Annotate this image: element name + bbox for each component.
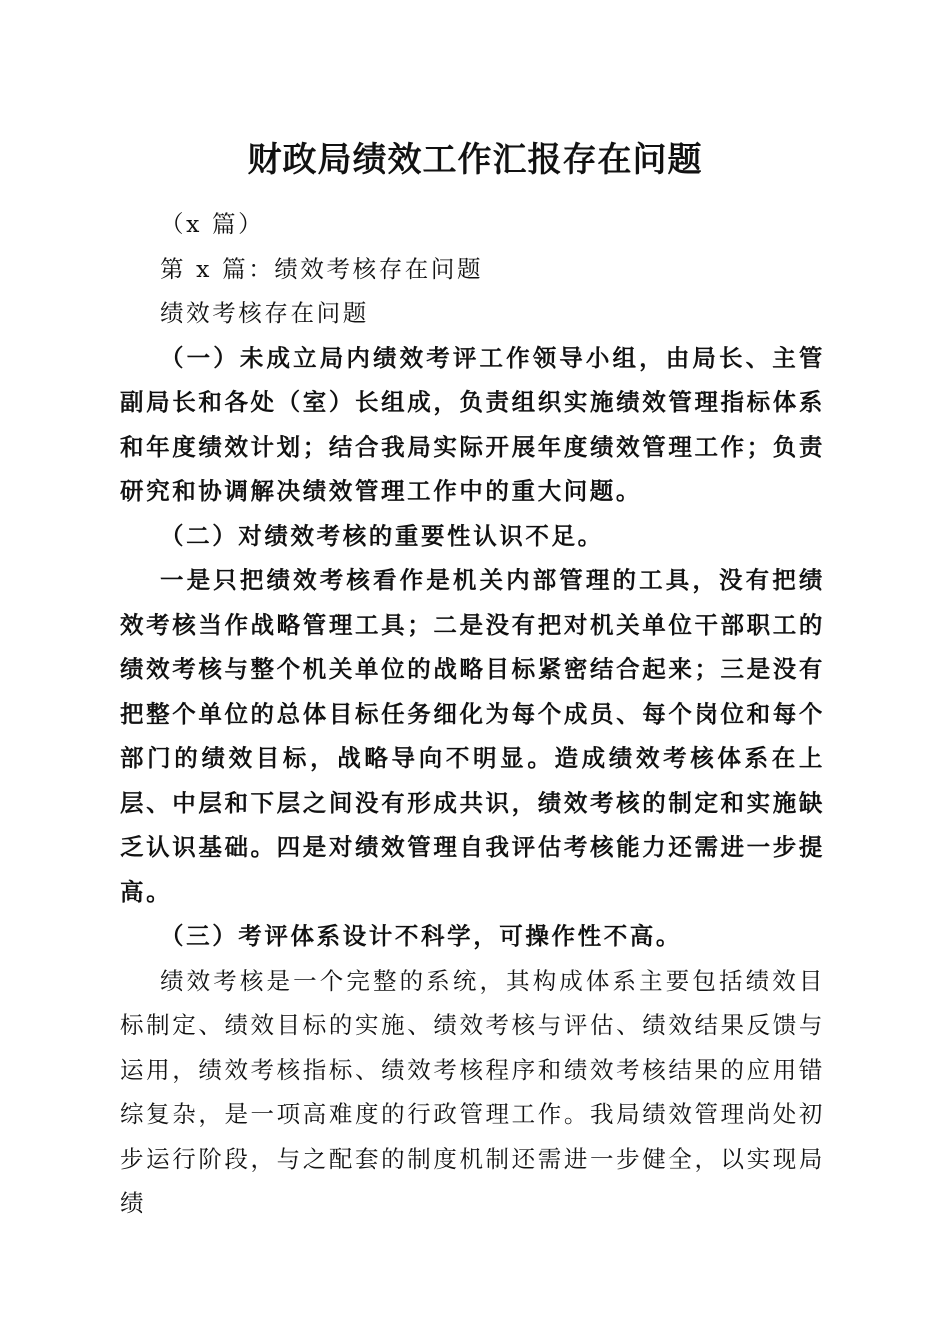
paragraph-item-3-body: 绩效考核是一个完整的系统，其构成体系主要包括绩效目标制定、绩效目标的实施、绩效考核与评估、绩效结果反馈与运用，绩效考核指标、绩效考核程序和绩效考核结果的应用错综复杂，是一项高难度的行政管理工作。我局绩效管理尚处初步运行阶段，与之配套的制度机制还需进一步健全，以实现局绩 bbox=[120, 966, 825, 1217]
paragraph-item-2-body: 一是只把绩效考核看作是机关内部管理的工具，没有把绩效考核当作战略管理工具；二是没有把对机关单位干部职工的绩效考核与整个机关单位的战略目标紧密结合起来；三是没有把整个单位的总体目标任务细化为每个成员、每个岗位和每个部门的绩效目标，战略导向不明显。造成绩效考核体系在上层、中层和下层之间没有形成共识，绩效考核的制定和实施缺乏认识基础。四是对绩效管理自我评估考核能力还需进一步提高。 bbox=[120, 566, 825, 906]
paragraph-item-2-heading: （二）对绩效考核的重要性认识不足。 bbox=[160, 521, 604, 550]
sub-heading: 绩效考核存在问题 bbox=[160, 299, 369, 327]
paragraph-item-3-heading: （三）考评体系设计不科学，可操作性不高。 bbox=[160, 922, 682, 950]
document-title: 财政局绩效工作汇报存在问题 bbox=[247, 140, 703, 180]
paragraph-item-1: （一）未成立局内绩效考评工作领导小组，由局长、主管副局长和各处（室）长组成，负责组织实施绩效管理指标体系和年度绩效计划；结合我局实际开展年度绩效管理工作；负责研究和协调解决绩效管理工作中的重大问题。 bbox=[120, 343, 825, 505]
section-heading: 第 x 篇：绩效考核存在问题 bbox=[160, 254, 484, 283]
section-count-note: （x 篇） bbox=[160, 210, 265, 238]
document-body bbox=[120, 202, 825, 1226]
